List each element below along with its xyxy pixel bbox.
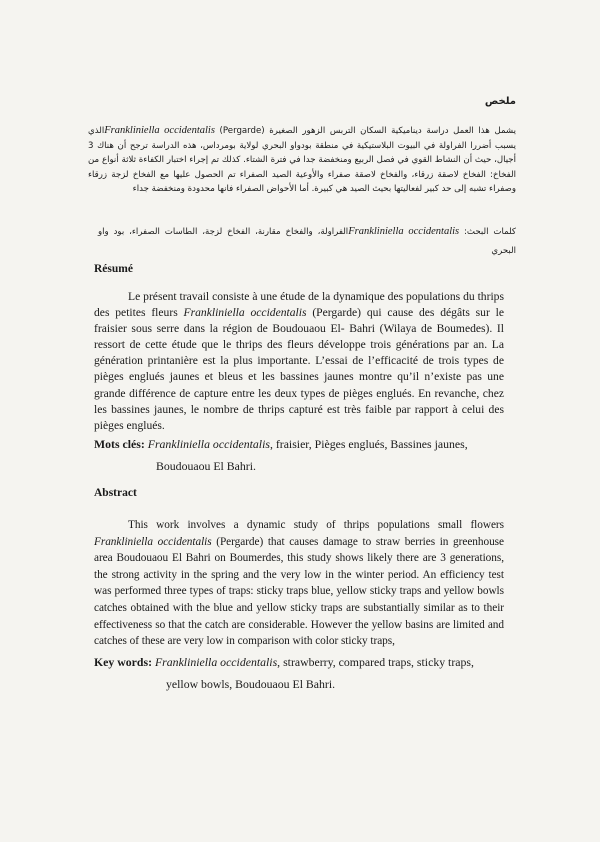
english-keywords-species: Frankliniella occidentalis	[154, 655, 278, 669]
arabic-heading: ملخص	[484, 96, 516, 107]
arabic-keywords	[98, 222, 516, 261]
english-keywords-label: Key words	[94, 655, 149, 669]
arabic-keywords-species: Frankliniella occidentalis	[348, 226, 460, 237]
french-heading: Résumé	[94, 263, 133, 275]
arabic-abstract-body	[88, 124, 516, 197]
english-abstract-body	[94, 517, 504, 650]
french-abstract-body	[94, 289, 504, 434]
french-keywords-label: Mots clés	[94, 437, 141, 451]
arabic-species-name: Frankliniella occidentalis	[104, 125, 215, 136]
english-keywords	[94, 651, 504, 695]
arabic-keywords-text: الفراولة، والفخاخ مقارنة، الفخاخ لزجة، الطاسات الصفراء، بود واو البحري	[98, 227, 516, 256]
arabic-keywords-label: كلمات البحث:	[459, 227, 516, 237]
arabic-body-part1: يشمل هذا العمل دراسة ديناميكية السكان التربس الزهور الصغيرة	[264, 126, 516, 136]
english-body-part2: (Pergarde) that causes damage to straw berries in greenhouse area Boudouaou El Bahri on Boumerdes, this study shows likely there are 3 generations, the strong activity in the spring and the very low in the winter period. An efficiency test was performed three types of traps: sticky traps blue, yellow sticky traps and yellow bowls catches obtained with the blue and yellow sticky traps are substantially similar as to their effectiveness so that the catch are considerable. However the yellow basins are limited and catches of these are very low in comparison with color sticky traps,	[94, 535, 504, 648]
english-body-part1: This work involves a dynamic study of thrips populations small flowers	[128, 519, 504, 531]
arabic-body-part2: (Pergarde)الذي يسبب أضررا الفراولة في البيوت البلاستيكية في منطقة بودواو البحري لولاية بومرداس، هذه الدراسة ترجح أن هناك 3 أجيال، حيث أن النشاط القوي في فصل الربيع ومنخفضة جدا في فترة الشتاء. كذلك تم إجراء اختبار الكفاءة ثلاثة أنواع من الفخاخ: الفخاخ لاصقة زرقاء، والفخاخ لاصقة صفراء والأوعية الصيد الصفراء تم الحصول عليها مع الفخاخ لزجة زرقاء وصفراء تشبه إلى حد كبير لفعاليتها بحيث الصيد هي كبيرة. أما الأحواض الصفراء فانها محدودة ومنخفضة جداء	[88, 126, 516, 194]
french-body-part2: (Pergarde) qui cause des dégâts sur le fraisier sous serre dans la région de Boudouaou El- Bahri (Wilaya de Boumedes). Il ressort de cette étude que le thrips des fleurs développe trois générations par an. La génération printanière est la plus importante. L’essai de l’efficacité de trois types de pièges englués jaunes et bleus et les bassines jaunes montre qu’il n’existe pas une grande différence de capture entre les deux types de pièges englués. En revanche, chez les bassines jaunes, le nombre de thrips capturé est très faible par rapport à celui des pièges englués.	[94, 306, 504, 432]
french-keywords-line2: Boudouaou El Bahri.	[156, 459, 256, 473]
english-species-name: Frankliniella occidentalis	[94, 535, 212, 548]
french-body-part1: Le présent travail consiste à une étude de la dynamique des populations du thrips des petites fleurs	[94, 290, 504, 320]
english-keywords-line1-text: , strawberry, compared traps, sticky traps,	[277, 655, 474, 669]
english-keywords-line2: yellow bowls, Boudouaou El Bahri.	[166, 677, 336, 691]
french-keywords-species: Frankliniella occidentalis	[147, 437, 270, 451]
french-keywords	[94, 433, 504, 477]
english-heading: Abstract	[94, 487, 137, 499]
french-keywords-line1: Mots clés: Frankliniella occidentalis, fraisier, Pièges englués, Bassines jaunes,	[94, 437, 468, 451]
french-keywords-line1-text: , fraisier, Pièges englués, Bassines jaunes,	[269, 437, 468, 451]
english-keywords-line1: Key words: Frankliniella occidentalis, strawberry, compared traps, sticky traps,	[94, 655, 474, 669]
french-species-name: Frankliniella occidentalis	[183, 306, 307, 320]
